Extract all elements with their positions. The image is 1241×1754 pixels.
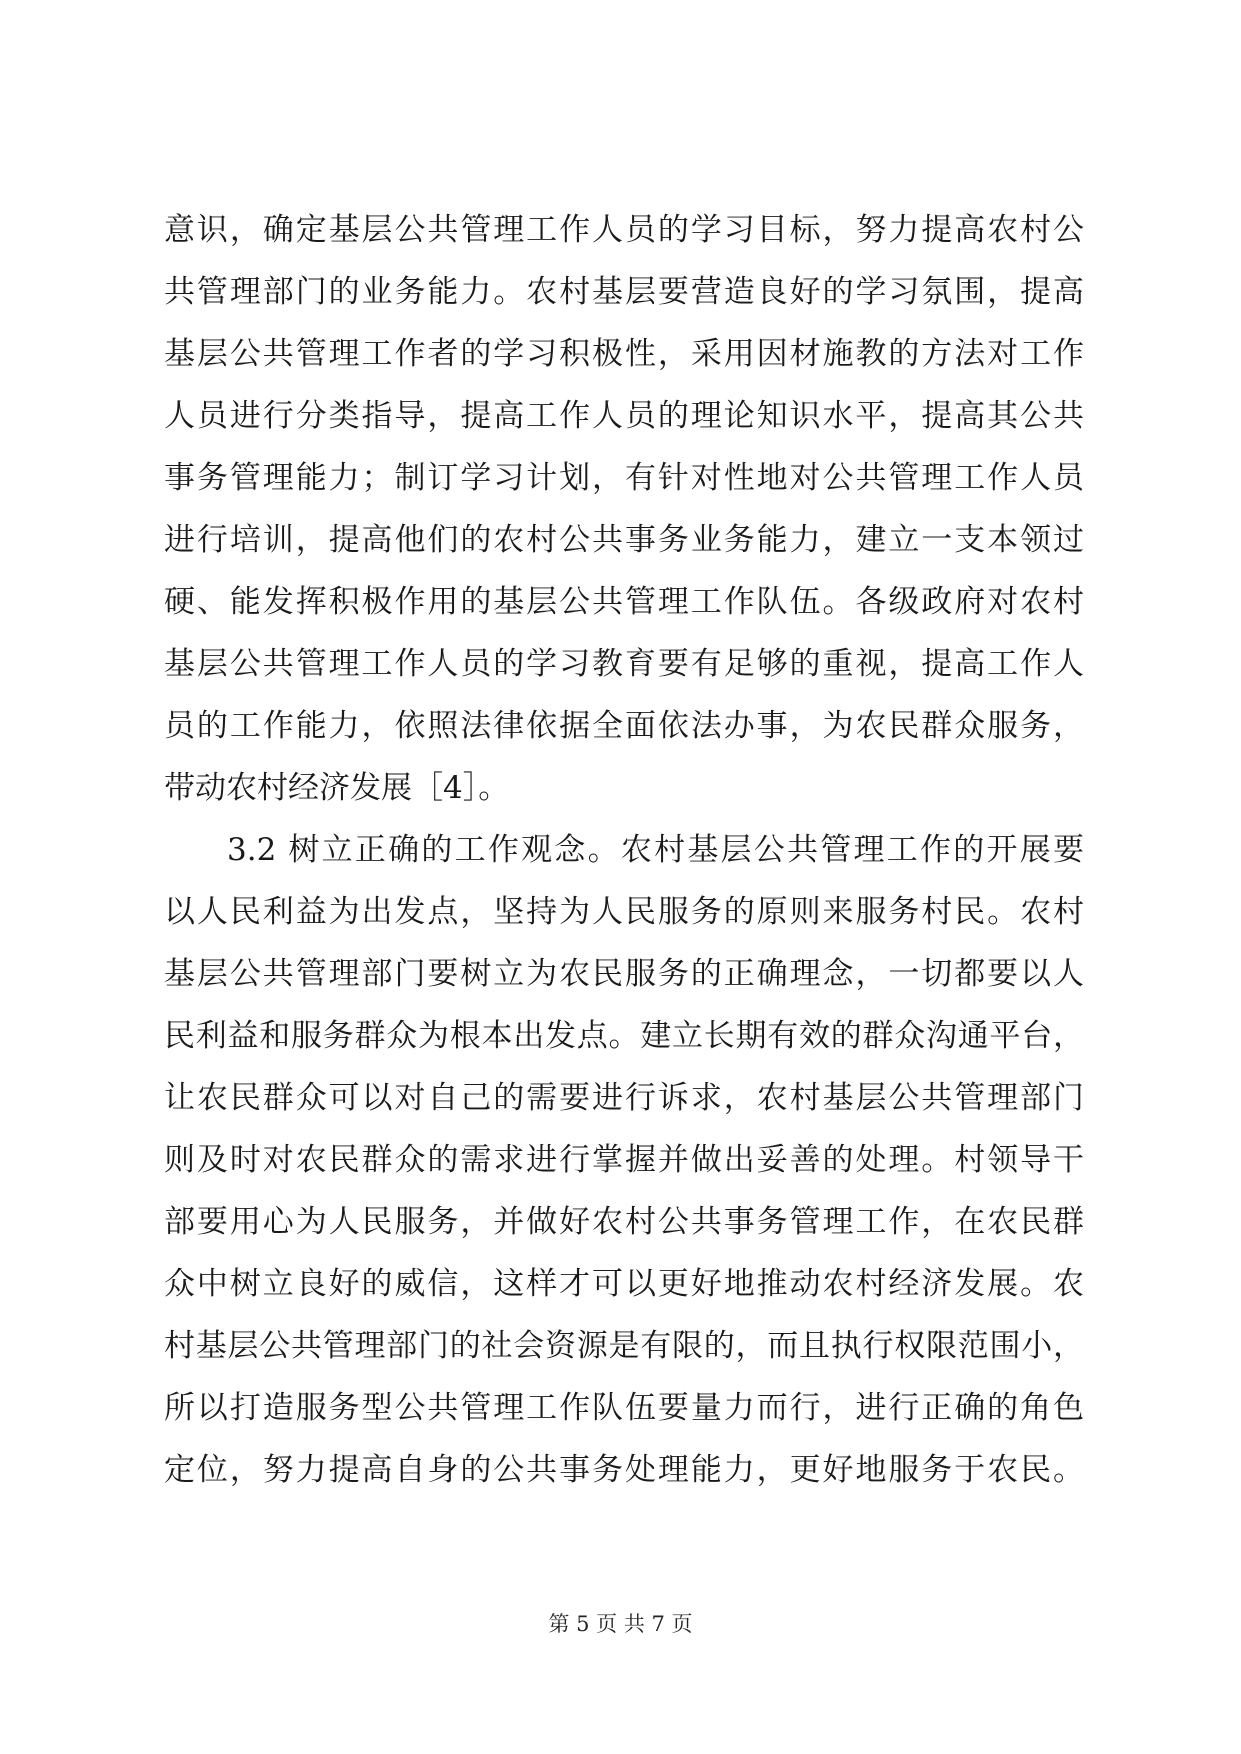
text-line: 基层公共管理工作人员的学习教育要有足够的重视，提高工作人 [164,646,1084,682]
page-footer: 第 5 页 共 7 页 [548,1612,693,1636]
text-line: 以人民利益为出发点，坚持为人民服务的原则来服务村民。农村 [164,894,1084,930]
text-line: 让农民群众可以对自己的需要进行诉求，农村基层公共管理部门 [164,1080,1084,1116]
text-line: 进行培训，提高他们的农村公共事务业务能力，建立一支本领过 [164,522,1084,558]
text-line: 基层公共管理部门要树立为农民服务的正确理念，一切都要以人 [164,956,1084,992]
text-line: 共管理部门的业务能力。农村基层要营造良好的学习氛围，提高 [164,274,1084,310]
text-line: 意识，确定基层公共管理工作人员的学习目标，努力提高农村公 [164,212,1084,248]
text-line: 众中树立良好的威信，这样才可以更好地推动农村经济发展。农 [164,1266,1084,1302]
text-line: 则及时对农民群众的需求进行掌握并做出妥善的处理。村领导干 [164,1142,1084,1178]
text-line: 3.2 树立正确的工作观念。农村基层公共管理工作的开展要 [227,832,1084,868]
text-line: 硬、能发挥积极作用的基层公共管理工作队伍。各级政府对农村 [164,584,1084,620]
text-line: 民利益和服务群众为根本出发点。建立长期有效的群众沟通平台， [164,1018,1084,1054]
text-line: 基层公共管理工作者的学习积极性，采用因材施教的方法对工作 [164,336,1084,372]
text-line: 定位，努力提高自身的公共事务处理能力，更好地服务于农民。 [164,1452,1084,1488]
text-line: 事务管理能力；制订学习计划，有针对性地对公共管理工作人员 [164,460,1084,496]
text-line: 人员进行分类指导，提高工作人员的理论知识水平，提高其公共 [164,398,1084,434]
text-line: 部要用心为人民服务，并做好农村公共事务管理工作，在农民群 [164,1204,1084,1240]
text-line: 村基层公共管理部门的社会资源是有限的，而且执行权限范围小， [164,1328,1084,1364]
text-line: 带动农村经济发展［4］。 [164,770,510,806]
text-line: 员的工作能力，依照法律依据全面依法办事，为农民群众服务， [164,708,1084,744]
text-line: 所以打造服务型公共管理工作队伍要量力而行，进行正确的角色 [164,1390,1084,1426]
